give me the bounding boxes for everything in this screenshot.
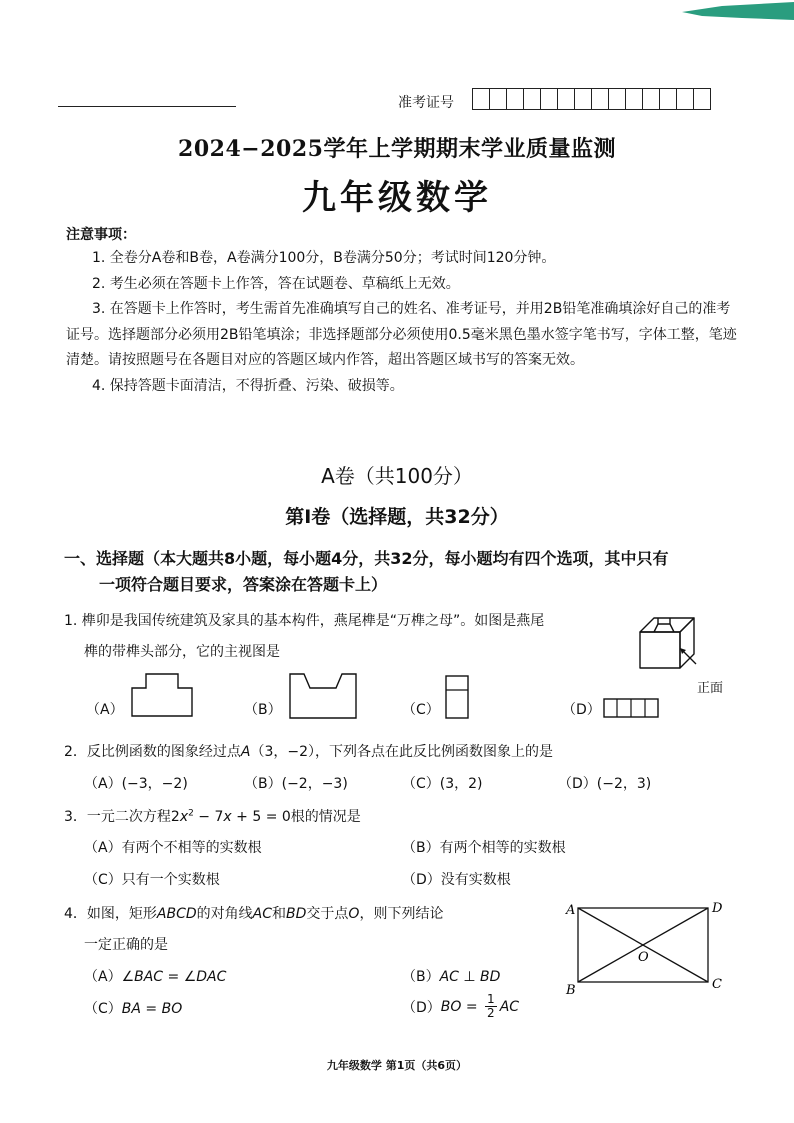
q4-option-text: ∠BAC = ∠DAC xyxy=(121,969,227,985)
q1-stem-line1: 1. 榫卯是我国传统建筑及家具的基本构件，燕尾榫是“万榫之母”。如图是燕尾 xyxy=(64,613,545,629)
q3-variable: x xyxy=(223,809,232,825)
fraction-denominator: 2 xyxy=(487,1006,495,1020)
exam-number-box[interactable] xyxy=(558,89,575,109)
q4-variable: ABCD xyxy=(156,906,197,922)
exam-number-box[interactable] xyxy=(575,89,592,109)
q2-point-name: A xyxy=(240,744,251,760)
q3-option-c[interactable]: （C）只有一个实数根 xyxy=(84,872,220,888)
q4-stem-text: 的对角线 xyxy=(196,906,253,922)
exam-number-box[interactable] xyxy=(524,89,541,109)
q4-label-b: B xyxy=(566,983,576,998)
q4-rectangle-figure xyxy=(562,898,732,998)
q3-option-b[interactable]: （B）有两个相等的实数根 xyxy=(402,840,566,856)
q3-stem-text: + 5 = 0根的情况是 xyxy=(231,809,361,825)
part-one-line: 一、选择题（本大题共8小题，每小题4分，共32分，每小题均有四个选项，其中只有 xyxy=(64,549,669,568)
q4-option-c[interactable] xyxy=(84,998,182,1018)
name-line[interactable] xyxy=(58,92,236,107)
q4-label-c: C xyxy=(712,977,722,992)
exam-number-box[interactable] xyxy=(643,89,660,109)
q2-option-d[interactable]: （D）(−2，3) xyxy=(558,776,652,792)
exam-number-boxes[interactable] xyxy=(472,88,711,110)
note-item: 3. 在答题卡上作答时，考生需首先准确填写自己的姓名、准考证号，并用2B铅笔准确填涂好自己的准考证号。选择题部分必须用2B铅笔填涂；非选择题部分必须使用0.5毫米黑色墨水签字笔书写，字体工整，笔迹清楚。请按照题号在各题目对应的答题区域内作答，超出答题区域书写的答案无效。 xyxy=(66,301,737,368)
q4-stem-text: 和 xyxy=(272,906,287,922)
note-item: 1. 全卷分A卷和B卷，A卷满分100分，B卷满分50分；考试时间120分钟。 xyxy=(92,250,556,266)
part-one-instructions xyxy=(64,546,744,598)
q2-stem xyxy=(64,741,553,761)
q3-option-a[interactable]: （A）有两个不相等的实数根 xyxy=(84,840,262,856)
q4-variable: O xyxy=(348,906,360,922)
q1-option-a-label[interactable]: （A） xyxy=(86,702,124,718)
exam-number-box[interactable] xyxy=(660,89,677,109)
q4-option-text: BO = xyxy=(440,998,483,1015)
q4-stem-text: ，则下列结论 xyxy=(359,906,444,922)
exam-number-box[interactable] xyxy=(677,89,694,109)
q4-label-a: A xyxy=(566,903,576,918)
exam-number-box[interactable] xyxy=(592,89,609,109)
exam-number-box[interactable] xyxy=(626,89,643,109)
q4-variable: BD xyxy=(286,906,307,922)
q2-stem-text: 2．反比例函数的图象经过点 xyxy=(64,744,241,760)
q1-option-c-shape[interactable] xyxy=(444,674,470,720)
q3-variable: x xyxy=(179,809,189,825)
fraction-numerator: 1 xyxy=(487,992,495,1006)
q3-stem-text: 3．一元二次方程2 xyxy=(64,809,180,825)
notes-list xyxy=(66,246,738,399)
note-item: 2. 考生必须在答题卡上作答，答在试题卷、草稿纸上无效。 xyxy=(92,275,460,292)
q4-option-text: AC ⊥ BD xyxy=(439,969,501,985)
exam-number-box[interactable] xyxy=(507,89,524,109)
q4-option-label: （C） xyxy=(84,1001,122,1017)
page-footer: 九年级数学 第1页（共6页） xyxy=(326,1059,468,1072)
q1-front-label: 正面 xyxy=(697,681,724,696)
q4-label-d: D xyxy=(712,901,723,916)
q4-option-label: （A） xyxy=(84,969,122,985)
exam-number-box[interactable] xyxy=(609,89,626,109)
exam-number-label: 准考证号 xyxy=(398,95,454,111)
q3-stem xyxy=(64,806,361,826)
q3-stem-text: − 7 xyxy=(193,809,224,825)
exam-subtitle: 2024−2025学年上学期期末学业质量监测 xyxy=(178,136,616,162)
q4-fraction xyxy=(485,993,497,1020)
q4-option-label: （B） xyxy=(402,969,440,985)
q1-option-d-shape[interactable] xyxy=(602,697,660,719)
q1-option-c-label[interactable]: （C） xyxy=(402,702,440,718)
q4-option-b[interactable] xyxy=(402,966,500,986)
q4-stem-line1 xyxy=(64,903,443,923)
note-item: 4. 保持答题卡面清洁，不得折叠、污染、破损等。 xyxy=(92,377,404,394)
exam-title: 九年级数学 xyxy=(302,178,492,218)
q1-option-b-label[interactable]: （B） xyxy=(244,702,282,718)
q2-option-c[interactable]: （C）(3，2) xyxy=(402,776,483,792)
q1-option-b-shape[interactable] xyxy=(288,672,358,720)
q1-option-d-label[interactable]: （D） xyxy=(562,702,601,718)
exam-number-box[interactable] xyxy=(473,89,490,109)
q4-variable: AC xyxy=(252,906,273,922)
exam-number-box[interactable] xyxy=(490,89,507,109)
q4-option-label: （D） xyxy=(402,999,441,1016)
q1-tenon-figure xyxy=(636,606,712,676)
part-one-line: 一项符合题目要求，答案涂在答题卡上） xyxy=(99,575,388,594)
q1-option-a-shape[interactable] xyxy=(130,672,194,718)
exam-number-box[interactable] xyxy=(541,89,558,109)
q2-stem-text: （3，−2），下列各点在此反比例函数图象上的是 xyxy=(250,744,554,760)
q4-stem-line2: 一定正确的是 xyxy=(84,937,168,953)
q2-option-b[interactable]: （B）(−2，−3) xyxy=(244,776,348,792)
q4-option-text: BA = BO xyxy=(121,1001,183,1017)
notes-heading: 注意事项： xyxy=(66,227,136,243)
corner-mark xyxy=(682,0,794,22)
exam-number-box[interactable] xyxy=(694,89,710,109)
q2-option-a[interactable]: （A）(−3，−2) xyxy=(84,776,188,792)
q4-label-o: O xyxy=(638,950,649,965)
q4-option-text: AC xyxy=(499,998,520,1015)
q3-exponent: 2 xyxy=(188,808,194,819)
q1-stem-line2: 榫的带榫头部分，它的主视图是 xyxy=(84,644,280,660)
q4-stem-text: 4．如图，矩形 xyxy=(64,906,157,922)
q4-option-d[interactable] xyxy=(402,993,519,1020)
part-i-heading: 第Ⅰ卷（选择题，共32分） xyxy=(285,506,509,528)
q3-option-d[interactable]: （D）没有实数根 xyxy=(402,872,511,888)
paper-a-heading: A卷（共100分） xyxy=(321,464,473,488)
q4-option-a[interactable] xyxy=(84,966,226,986)
q4-stem-text: 交于点 xyxy=(306,906,349,922)
